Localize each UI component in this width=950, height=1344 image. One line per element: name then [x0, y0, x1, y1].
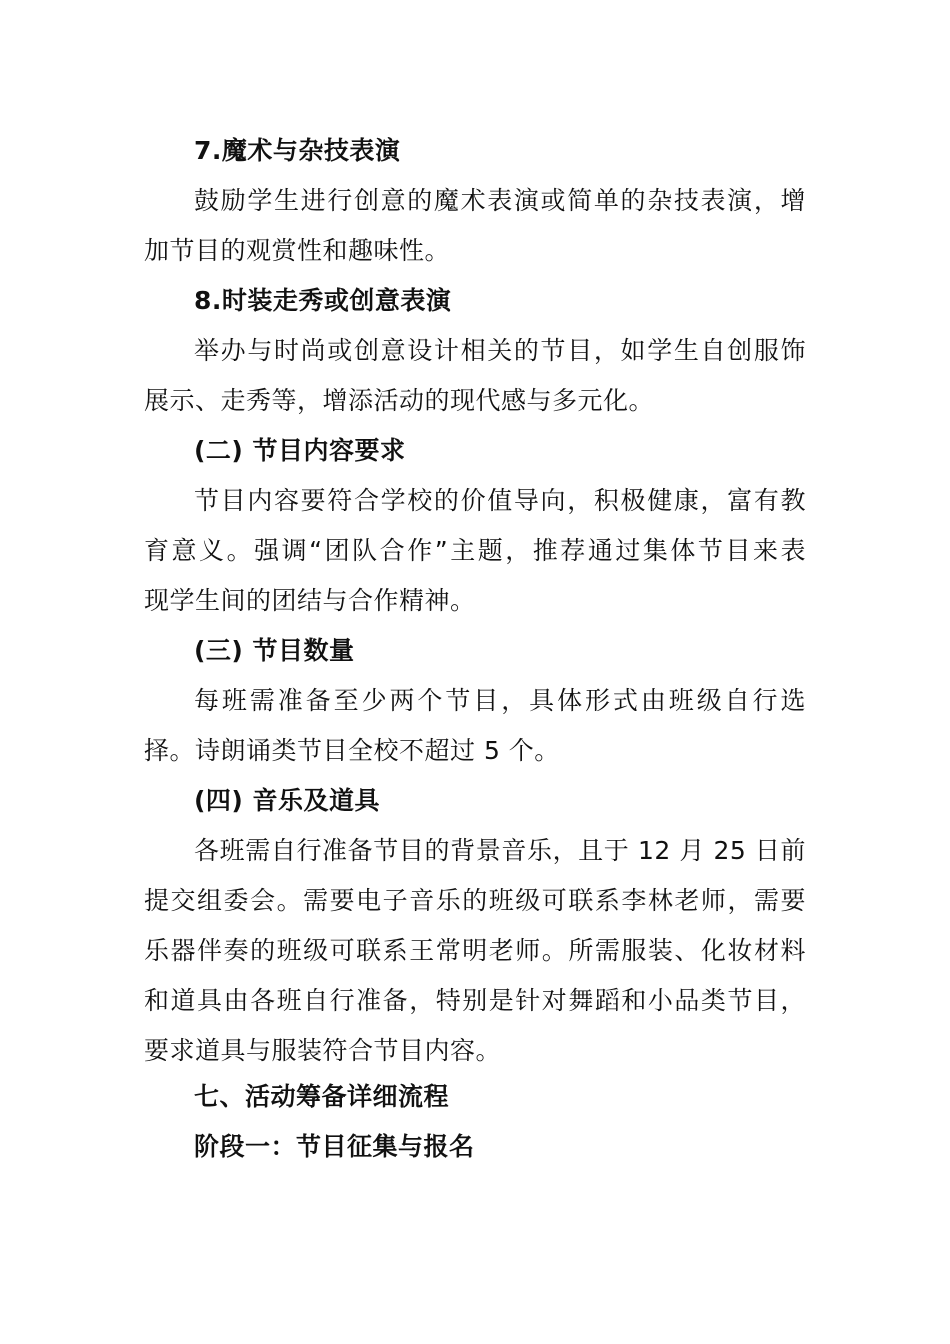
paragraph-text: 节目内容要符合学校的价值导向，积极健康，富有教 [194, 486, 806, 515]
paragraph-line [194, 476, 806, 526]
paragraph-line [194, 826, 806, 876]
paragraph-line: 择。诗朗诵类节目全校不超过 5 个。 [144, 736, 560, 765]
paragraph-line [194, 676, 806, 726]
paragraph-text: 各班需自行准备节目的背景音乐，且于 12 月 25 日前 [194, 836, 806, 865]
paragraph-line [194, 176, 806, 226]
section-heading-fashion-show: 8.时装走秀或创意表演 [194, 286, 452, 315]
paragraph-text: 和道具由各班自行准备，特别是针对舞蹈和小品类节目， [144, 986, 806, 1015]
paragraph-line [144, 876, 806, 926]
paragraph-line: 展示、走秀等，增添活动的现代感与多元化。 [144, 386, 655, 415]
stage-heading-program-collection: 阶段一：节目征集与报名 [194, 1132, 475, 1161]
paragraph-line [144, 926, 806, 976]
paragraph-text: 提交组委会。需要电子音乐的班级可联系李林老师，需要 [144, 886, 806, 915]
paragraph-line [144, 526, 806, 576]
paragraph-line [144, 976, 806, 1026]
paragraph-line [194, 326, 806, 376]
paragraph-text: 鼓励学生进行创意的魔术表演或简单的杂技表演，增 [194, 186, 806, 215]
section-heading-content-requirements: (二) 节目内容要求 [194, 436, 406, 465]
paragraph-text: 乐器伴奏的班级可联系王常明老师。所需服装、化妆材料 [144, 936, 806, 965]
section-heading-music-props: (四) 音乐及道具 [194, 786, 381, 815]
paragraph-text: 每班需准备至少两个节目，具体形式由班级自行选 [194, 686, 806, 715]
section-heading-magic-acrobatics: 7.魔术与杂技表演 [194, 136, 401, 165]
paragraph-line: 要求道具与服装符合节目内容。 [144, 1036, 502, 1065]
section-heading-program-count: (三) 节目数量 [194, 636, 355, 665]
paragraph-text: 举办与时尚或创意设计相关的节目，如学生自创服饰 [194, 336, 806, 365]
chapter-heading-preparation-process: 七、活动筹备详细流程 [194, 1082, 450, 1111]
paragraph-text: 育意义。强调“团队合作”主题，推荐通过集体节目来表 [144, 536, 806, 565]
paragraph-line: 加节目的观赏性和趣味性。 [144, 236, 451, 265]
paragraph-line: 现学生间的团结与合作精神。 [144, 586, 476, 615]
